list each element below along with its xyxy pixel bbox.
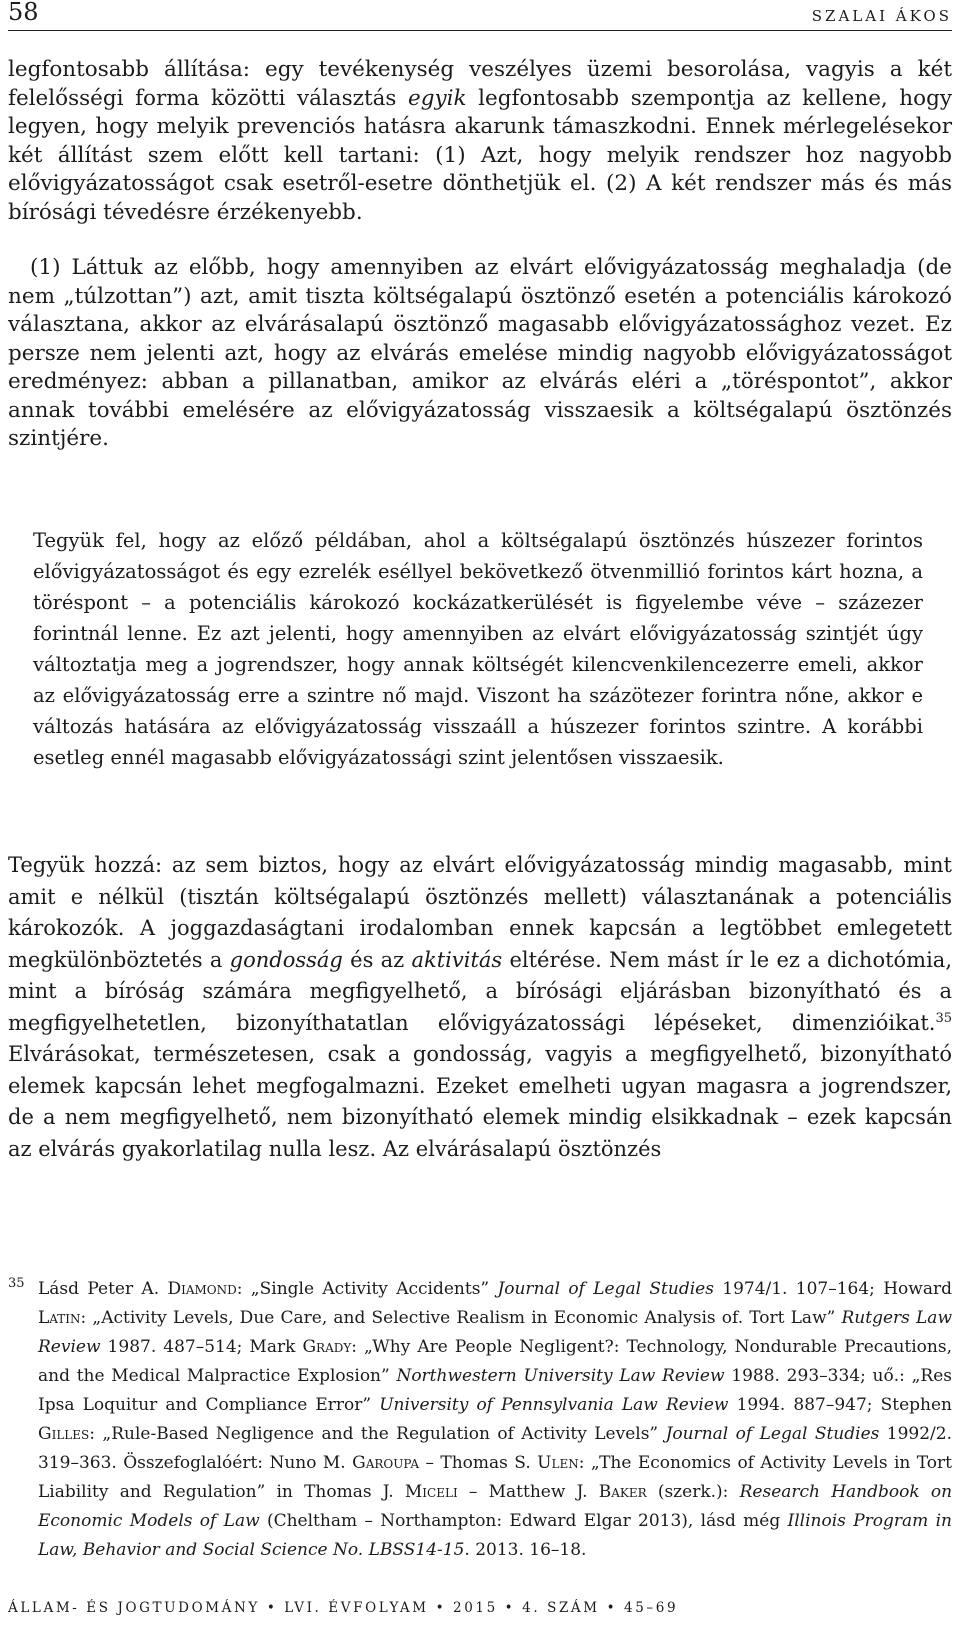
author-name: Garoupa [352,1453,420,1473]
text: : „Single Activity Accidents” [236,1279,498,1299]
author-name: Diamond [167,1279,237,1299]
journal-title: Journal of Legal Studies [665,1424,880,1444]
text: legfontosabb állítása: egy tevékenység veszélyes üzemi besorolása, vagyis a két felelősségi forma közötti választás [8,57,952,111]
text: 1988. 293–334; uő.: „Res Ipsa Loquitur and Compliance Error” [38,1366,952,1415]
text: legfontosabb szempontja az kellene, hogy legyen, hogy melyik prevenciós hatásra akarunk támaszkodni. Ennek mérlegelésekor két állítást szem előtt kell tartani: (1) Azt, hogy melyik rendszer hoz nagyobb elővigyázatosságot csak esetről-esetre dönthetjük el. (2) A két rendszer más és más bírósági tévedésre érzékenyebb. [8,85,952,225]
author-name: Latin [38,1308,81,1328]
author-name: Baker [598,1482,647,1502]
journal-title: Rutgers Law Review [38,1308,952,1357]
emphasis: gondosság [229,947,343,972]
emphasis: aktivitás [411,947,503,972]
text: 1974/1. 107–164; Howard [713,1279,952,1299]
text: (szerk.): [646,1482,740,1502]
text: és az [342,947,412,972]
text: : „Why Are People Negligent?: Technology, Nondurable Precautions, and the Medical Malpractice Explosion” [38,1337,952,1386]
example-block: Tegyük fel, hogy az előző példában, ahol a költségalapú ösztönzés húszezer forintos elővigyázatosságot és egy ezrelék eséllyel bekövetkező ötvenmillió forintos kárt hozna, a töréspont – a potenciális károkozó kockázatkerülését is figyelembe véve – százezer forintnál lenne. Ez azt jelenti, hogy amennyiben az elvárt elővigyázatosság szintjét úgy változtatja meg a jogrendszer, hogy annak költségét kilencvenkilencezerre emeli, akkor az elővigyázatosság erre a szintre nő majd. Viszont ha százötezer forintra nőne, akkor e változás hatására az elővigyázatosság visszaáll a húszezer forintos szintre. A korábbi esetleg ennél magasabb elővigyázatossági szint jelentősen visszaesik. [33,529,923,769]
emphasis: egyik [408,85,467,111]
page-footer: ÁLLAM- ÉS JOGTUDOMÁNY • LVI. ÉVFOLYAM • 2015 • 4. SZÁM • 45–69 [8,1600,679,1616]
page-number: 58 [8,0,39,26]
text: Lásd Peter A. [38,1279,168,1299]
text: eltérése. Nem mást ír le ez a dichotómia, mint a bíróság számára megfigyelhető, a bírósági eljárásban bizonyítható és a megfigyelhetetlen, bizonyíthatatlan elővigyázatossági lépéseket, dimenzióikat. [8,947,953,1035]
author-name: Miceli [404,1482,458,1502]
text: Tegyük hozzá: az sem biztos, hogy az elvárt elővigyázatosság mindig magasabb, mint amit e nélkül (tisztán költségalapú ösztönzés mellett) választanának a potenciális károkozók. A joggazdaságtani irodalomban ennek kapcsán a legtöbbet emlegetett megkülönböztetés a [8,853,952,972]
running-head: SZALAI ÁKOS [811,7,952,25]
journal-title: Journal of Legal Studies [497,1279,714,1299]
footnote-ref[interactable]: 35 [935,1010,952,1026]
text: 1994. 887–947; Stephen [728,1395,952,1415]
author-name: Grady [302,1337,352,1357]
text: – Matthew J. [457,1482,599,1502]
text: 1987. 487–514; Mark [100,1337,303,1357]
text: . 2013. 16–18. [464,1540,587,1560]
paragraph-3 [8,850,952,1165]
paragraph-1 [8,56,952,227]
text: 1992/2. 319–363. Összefoglalóért: Nuno M. [38,1424,952,1473]
text: : „Rule-Based Negligence and the Regulation of Activity Levels” [89,1424,666,1444]
book-title: Research Handbook on Economic Models of Law [38,1482,953,1531]
page-header [8,0,952,31]
author-name: Gilles [38,1424,90,1444]
journal-title: Northwestern University Law Review [396,1366,725,1386]
series-title: Illinois Program in Law, Behavior and Social Science No. LBSS14-15 [38,1511,952,1560]
footnote-35 [8,1275,952,1565]
journal-title: University of Pennsylvania Law Review [379,1395,729,1415]
text: Elvárásokat, természetesen, csak a gondosság, vagyis a megfigyelhető, bizonyítható elemek kapcsán lehet megfogalmazni. Ezeket emelheti ugyan magasra a jogrendszer, de a nem megfigyelhető, nem bizonyítható elemek mindig elsikkadnak – ezek kapcsán az elvárás gyakorlatilag nulla lesz. Az elvárásalapú ösztönzés [8,1042,952,1161]
text: : „The Economics of Activity Levels in Tort Liability and Regulation” in Thomas J. [38,1453,952,1502]
footnote-number: 35 [8,1276,25,1291]
text: – Thomas S. [419,1453,538,1473]
text: (Cheltham – Northampton: Edward Elgar 2013), lásd még [259,1511,788,1531]
footnote-text [38,1275,952,1565]
paragraph-2: (1) Láttuk az előbb, hogy amennyiben az elvárt elővigyázatosság meghaladja (de nem „túlzottan”) azt, amit tiszta költségalapú ösztönző esetén a potenciális károkozó választana, akkor az elvárásalapú ösztönző magasabb elővigyázatossághoz vezet. Ez persze nem jelenti azt, hogy az elvárás emelése mindig nagyobb elővigyázatosságot eredményez: abban a pillanatban, amikor az elvárás eléri a „töréspontot”, akkor annak további emelésére az elővigyázatosság visszaesik a költségalapú ösztönzés szintjére. [8,255,952,451]
author-name: Ulen [537,1453,579,1473]
text: : „Activity Levels, Due Care, and Selective Realism in Economic Analysis of. Tort Law” [80,1308,842,1328]
